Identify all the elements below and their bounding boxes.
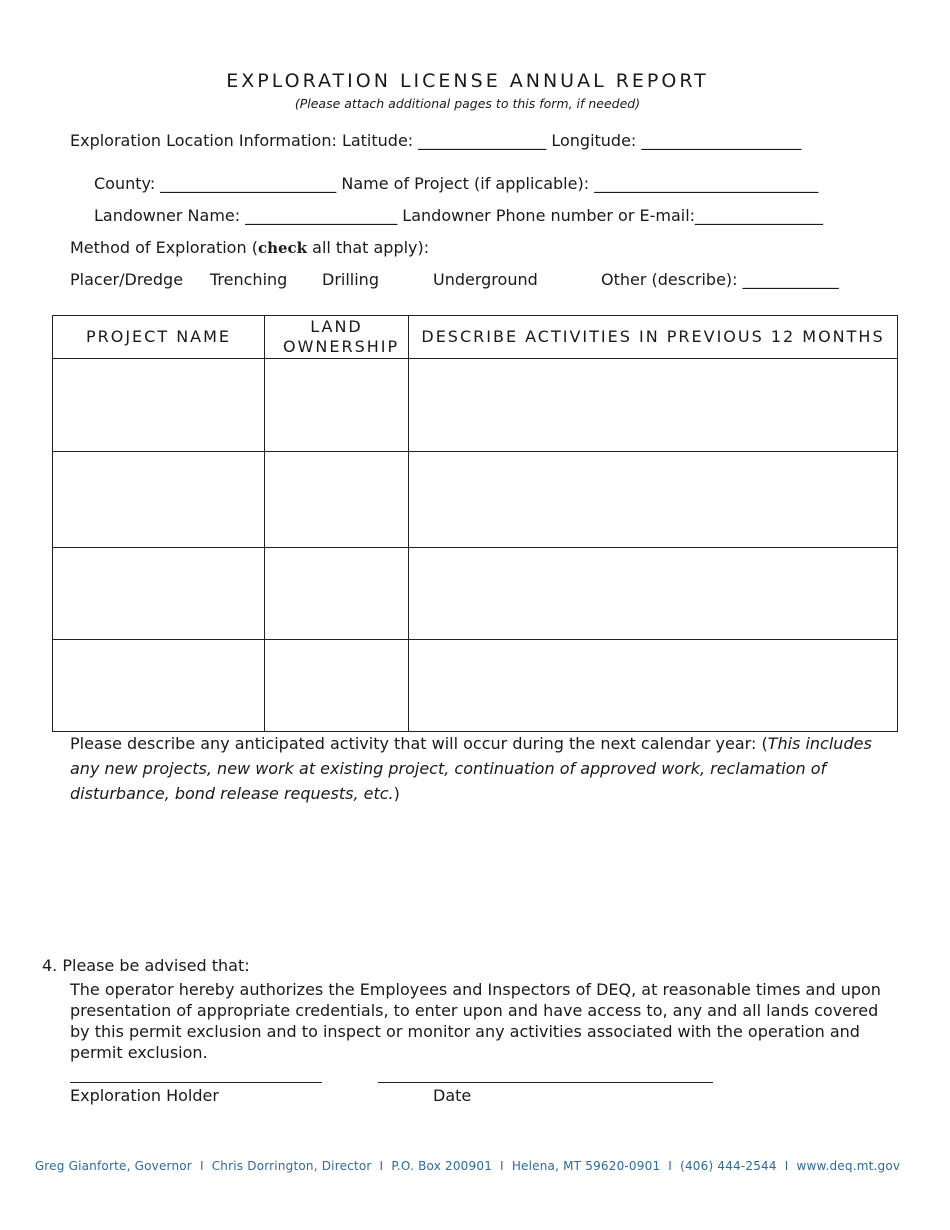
table-row [53, 548, 898, 640]
activities-cell[interactable] [409, 548, 898, 640]
project-name-cell[interactable] [53, 548, 265, 640]
method-option-drilling[interactable]: Drilling [322, 270, 379, 289]
land-ownership-cell[interactable] [265, 359, 409, 452]
activities-cell[interactable] [409, 359, 898, 452]
location-line: Exploration Location Information: Latitude: ________________ Longitude: ____________________ [70, 131, 802, 150]
advised-body: The operator hereby authorizes the Employees and Inspectors of DEQ, at reasonable times and upon presentation of appropriate credentials, to enter upon and have access to, any and all lands covered by this permit exclusion and to inspect or monitor any activities associated with the operation and permit exclusion. [70, 980, 881, 1062]
project-name-cell[interactable] [53, 640, 265, 732]
method-option-other[interactable]: Other (describe): ____________ [601, 270, 839, 289]
header-land-ownership: LAND OWNERSHIP [265, 316, 409, 359]
method-option-trenching[interactable]: Trenching [210, 270, 288, 289]
footer-contact: Greg Gianforte, Governor I Chris Dorrington, Director I P.O. Box 200901 I Helena, MT 59620-0901 I (406) 444-2544 I www.deq.mt.gov [34, 1159, 901, 1173]
table-row [53, 359, 898, 452]
activity-table [52, 315, 897, 732]
advised-heading: 4. Please be advised that: [42, 956, 250, 975]
page-subtitle: (Please attach additional pages to this form, if needed) [294, 96, 641, 111]
land-ownership-cell[interactable] [265, 640, 409, 732]
method-option-underground[interactable]: Underground [433, 270, 538, 289]
project-name-cell[interactable] [53, 452, 265, 548]
project-name-cell[interactable] [53, 359, 265, 452]
holder-signature-line[interactable] [70, 1082, 322, 1083]
table-row [53, 452, 898, 548]
header-activities: DESCRIBE ACTIVITIES IN PREVIOUS 12 MONTHS [409, 316, 898, 359]
date-signature-line[interactable] [378, 1082, 713, 1083]
landowner-line: Landowner Name: ___________________ Landowner Phone number or E-mail:________________ [94, 206, 824, 225]
land-ownership-cell[interactable] [265, 452, 409, 548]
holder-label: Exploration Holder [70, 1086, 219, 1105]
page-title: EXPLORATION LICENSE ANNUAL REPORT [226, 70, 709, 92]
county-project-line: County: ______________________ Name of Project (if applicable): ____________________________ [94, 174, 819, 193]
land-ownership-cell[interactable] [265, 548, 409, 640]
date-label: Date [433, 1086, 472, 1105]
anticipated-activity-prompt: Please describe any anticipated activity that will occur during the next calendar year: (This includes any new projects, new work at existing project, continuation of approved work, reclamation of disturbance, bond release requests, etc.) [70, 734, 872, 803]
activities-cell[interactable] [409, 640, 898, 732]
method-option-placer[interactable]: Placer/Dredge [70, 270, 184, 289]
header-project-name: PROJECT NAME [53, 316, 265, 359]
table-row [53, 640, 898, 732]
activities-cell[interactable] [409, 452, 898, 548]
method-label: Method of Exploration (check all that apply): [70, 238, 430, 257]
